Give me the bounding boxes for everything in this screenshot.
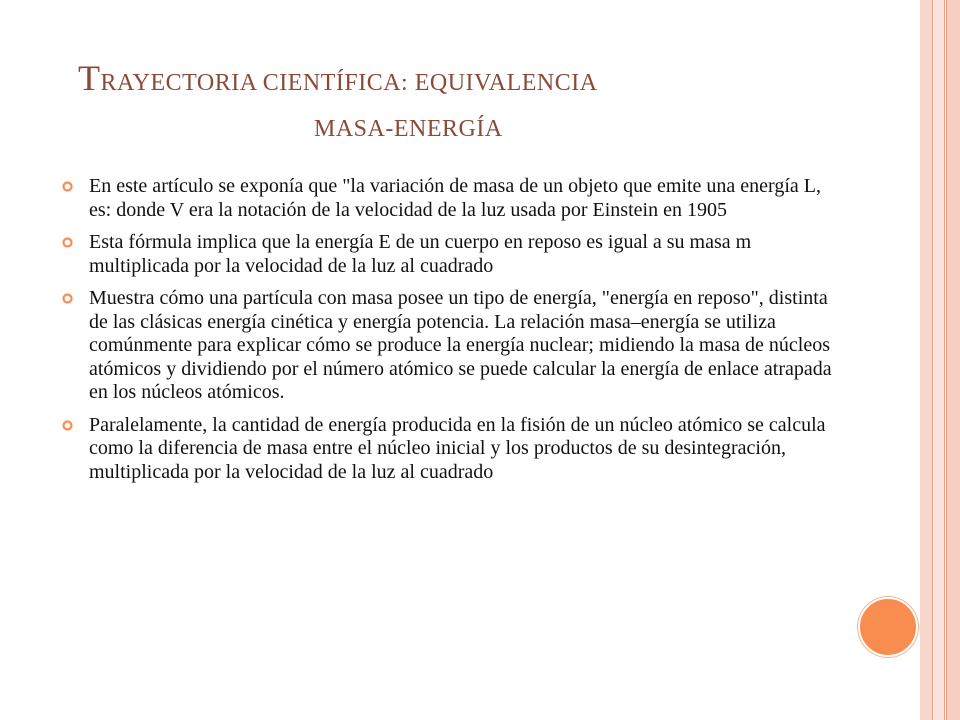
- orange-circle-bullet-icon: [62, 237, 73, 248]
- rail-line: [946, 0, 947, 720]
- accent-circle-decoration: [858, 597, 918, 657]
- side-rail-decoration: [946, 0, 960, 720]
- bullet-text: Muestra cómo una partícula con masa posee un tipo de energía, "energía en reposo", distinta de las clásicas energía cinética y energía potencia. La relación masa–energía se utiliza comúnmente para explicar cómo se produce la energía nuclear; midiendo la masa de núcleos atómicos y dividiendo por el número atómico se puede calcular la energía de enlace atrapada en los núcleos atómicos.: [89, 287, 832, 403]
- orange-circle-bullet-icon: [62, 420, 73, 431]
- bullet-text: Paralelamente, la cantidad de energía producida en la fisión de un núcleo atómico se calcula como la diferencia de masa entre el núcleo inicial y los productos de su desintegración, multiplicada por la velocidad de la luz al cuadrado: [89, 413, 826, 483]
- slide-title-line2: MASA-ENERGÍA: [314, 116, 503, 142]
- orange-circle-bullet-icon: [62, 293, 73, 304]
- title-line1-text: RAYECTORIA CIENTÍFICA: EQUIVALENCIA: [100, 70, 598, 96]
- side-rail-decoration: [934, 0, 944, 720]
- bullet-item: [62, 231, 832, 278]
- bullet-text: En este artículo se exponía que "la variación de masa de un objeto que emite una energía L, es: donde V era la notación de la velocidad de la luz usada por Einstein en 1905: [89, 175, 821, 221]
- side-rail-decoration: [920, 0, 932, 720]
- rail-line: [932, 0, 933, 720]
- bullet-list: [62, 175, 832, 493]
- slide-title-line1: [78, 55, 878, 106]
- bullet-item: [62, 287, 832, 405]
- bullet-text: Esta fórmula implica que la energía E de un cuerpo en reposo es igual a su masa m multiplicada por la velocidad de la luz al cuadrado: [89, 231, 752, 277]
- bullet-item: [62, 175, 832, 222]
- title-initial: T: [78, 58, 101, 98]
- bullet-item: [62, 414, 832, 485]
- orange-circle-bullet-icon: [62, 181, 73, 192]
- rail-line: [944, 0, 945, 720]
- slide-title: [78, 55, 878, 152]
